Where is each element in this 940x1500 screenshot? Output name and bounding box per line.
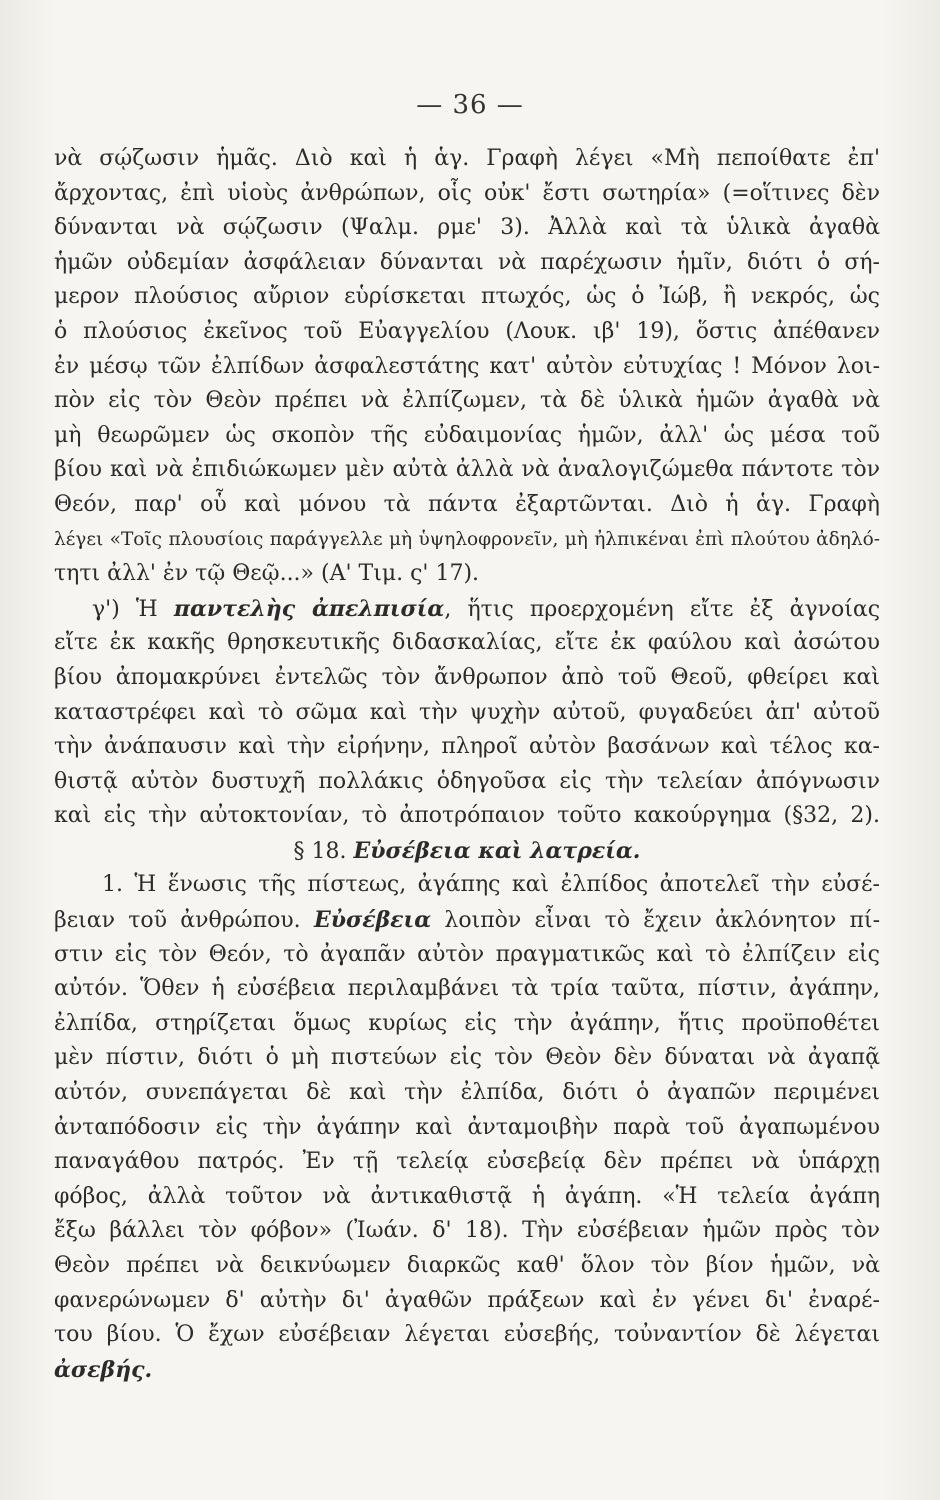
text-line: λέγει «Τοῖς πλουσίοις παράγγελλε μὴ ὑψηλοφρονεῖν, μὴ ἠλπικέναι ἐπὶ πλούτου ἀδηλό- xyxy=(54,528,880,550)
emphasized-term: Εὐσέβεια xyxy=(313,907,432,934)
emphasized-term: παντελὴς ἀπελπισία xyxy=(173,595,445,622)
text-line: δύνανται νὰ σῴζωσιν (Ψαλμ. ρμε' 3). Ἀλλὰ καὶ τὰ ὑλικὰ ἀγαθὰ xyxy=(54,215,880,241)
paragraph-continuation xyxy=(54,142,880,592)
text-line: 1. Ἡ ἕνωσις τῆς πίστεως, ἀγάπης καὶ ἐλπίδος ἀποτελεῖ τὴν εὐσέ- xyxy=(102,872,880,898)
text-line: βίου καὶ νὰ ἐπιδιώκωμεν μὲν αὐτὰ ἀλλὰ νὰ ἀναλογιζώμεθα πάντοτε τὸν xyxy=(54,457,880,483)
text-line: ἐν μέσῳ τῶν ἐλπίδων ἀσφαλεστάτης κατ' αὐτὸν εὐτυχίας ! Μόνον λοι- xyxy=(54,353,880,379)
section-number: § 18. xyxy=(293,838,354,864)
text-line: καταστρέφει καὶ τὸ σῶμα καὶ τὴν ψυχὴν αὐτοῦ, φυγαδεύει ἀπ' αὐτοῦ xyxy=(54,699,880,725)
text-line: καὶ εἰς τὴν αὐτοκτονίαν, τὸ ἀποτρόπαιον τοῦτο κακούργημα (§32, 2). xyxy=(54,803,880,829)
text-line: βίου ἀπομακρύνει ἐντελῶς τὸν ἄνθρωπον ἀπὸ τοῦ Θεοῦ, φθείρει καὶ xyxy=(54,664,880,690)
section-heading xyxy=(54,834,880,869)
page-number: — 36 — xyxy=(416,90,524,120)
text-line xyxy=(54,592,880,627)
text-line: του βίου. Ὁ ἔχων εὐσέβειαν λέγεται εὐσεβής, τοὐναντίον δὲ λέγεται xyxy=(54,1322,880,1348)
text-line: στιν εἰς τὸν Θεόν, τὸ ἀγαπᾶν αὐτὸν πραγματικῶς καὶ τὸ ἐλπίζειν εἰς xyxy=(54,941,880,967)
text-line: μερον πλούσιος αὔριον εὑρίσκεται πτωχός, ὡς ὁ Ἰώβ, ἢ νεκρός, ὡς xyxy=(54,284,880,310)
text-line: τητι ἀλλ' ἐν τῷ Θεῷ...» (Α' Τιμ. ς' 17). xyxy=(54,561,480,587)
text-line: ὁ πλούσιος ἐκεῖνος τοῦ Εὐαγγελίου (Λουκ. ιβ' 19), ὅστις ἀπέθανεν xyxy=(54,318,880,344)
text-line: ἀνταπόδοσιν εἰς τὴν ἀγάπην καὶ ἀνταμοιβὴν παρὰ τοῦ ἀγαπωμένου xyxy=(54,1114,880,1140)
paragraph-piety xyxy=(54,868,880,1387)
line-rest: , ἥτις προερχομένη εἴτε ἐξ ἀγνοίας xyxy=(444,596,881,622)
paragraph-despair xyxy=(54,592,880,834)
text-line: ἐλπίδα, στηρίζεται ὅμως κυρίως εἰς τὴν ἀγάπην, ἥτις προϋποθέτει xyxy=(54,1010,880,1036)
text-line: εἴτε ἐκ κακῆς θρησκευτικῆς διδασκαλίας, εἴτε ἐκ φαύλου καὶ ἀσώτου xyxy=(54,630,880,656)
text-line: παναγάθου πατρός. Ἐν τῇ τελείᾳ εὐσεβείᾳ δὲν πρέπει νὰ ὑπάρχῃ xyxy=(54,1149,880,1175)
text-line: αὐτόν, συνεπάγεται δὲ καὶ τὴν ἐλπίδα, διότι ὁ ἀγαπῶν περιμένει xyxy=(54,1080,880,1106)
line-lead: βειαν τοῦ ἀνθρώπου. xyxy=(54,908,314,934)
text-line: μὴ θεωρῶμεν ὡς σκοπὸν τῆς εὐδαιμονίας ἡμῶν, ἀλλ' ὡς μέσα τοῦ xyxy=(54,422,880,448)
emphasized-term: ἀσεβής. xyxy=(54,1356,153,1383)
text-line: Θεὸν πρέπει νὰ δεικνύωμεν διαρκῶς καθ' ὅλον τὸν βίον ἡμῶν, νὰ xyxy=(54,1253,880,1278)
line-rest: λοιπὸν εἶναι τὸ ἔχειν ἀκλόνητον πί- xyxy=(431,908,880,934)
text-line: νὰ σῴζωσιν ἡμᾶς. Διὸ καὶ ἡ ἁγ. Γραφὴ λέγει «Μὴ πεποίθατε ἐπ' xyxy=(54,146,880,171)
section-title: Εὐσέβεια καὶ λατρεία. xyxy=(353,837,641,864)
page-text xyxy=(54,142,880,1387)
text-line: ἡμῶν οὐδεμίαν ἀσφάλειαν δύνανται νὰ παρέχωσιν ἡμῖν, διότι ὁ σή- xyxy=(54,249,880,275)
text-line: θιστᾷ αὐτὸν δυστυχῆ πολλάκις ὁδηγοῦσα εἰς τὴν τελείαν ἀπόγνωσιν xyxy=(54,768,880,794)
text-line: ἔξω βάλλει τὸν φόβον» (Ἰωάν. δ' 18). Τὴν εὐσέβειαν ἡμῶν πρὸς τὸν xyxy=(54,1218,880,1244)
text-line: αὐτόν. Ὅθεν ἡ εὐσέβεια περιλαμβάνει τὰ τρία ταῦτα, πίστιν, ἀγάπην, xyxy=(54,976,880,1002)
text-line xyxy=(54,903,880,938)
text-line: Θεόν, παρ' οὗ καὶ μόνου τὰ πάντα ἐξαρτῶνται. Διὸ ἡ ἁγ. Γραφὴ xyxy=(54,491,880,517)
text-line: φανερώνωμεν δ' αὐτὴν δι' ἀγαθῶν πράξεων καὶ ἐν γένει δι' ἐναρέ- xyxy=(54,1287,880,1313)
text-line: ἄρχοντας, ἐπὶ υἱοὺς ἀνθρώπων, οἷς οὐκ' ἔστι σωτηρία» (=οἵτινες δὲν xyxy=(54,180,880,206)
text-line: φόβος, ἀλλὰ τοῦτον νὰ ἀντικαθιστᾷ ἡ ἀγάπη. «Ἡ τελεία ἀγάπη xyxy=(54,1183,880,1209)
text-line: τὴν ἀνάπαυσιν καὶ τὴν εἰρήνην, πληροῖ αὐτὸν βασάνων καὶ τέλος κα- xyxy=(54,734,880,760)
text-line: μὲν πίστιν, διότι ὁ μὴ πιστεύων εἰς τὸν Θεὸν δὲν δύναται νὰ ἀγαπᾷ xyxy=(54,1045,880,1071)
text-line: πὸν εἰς τὸν Θεὸν πρέπει νὰ ἐλπίζωμεν, τὰ δὲ ὑλικὰ ἡμῶν ἀγαθὰ νὰ xyxy=(54,388,880,414)
paragraph-lead: γ') Ἡ xyxy=(92,596,174,622)
text-line xyxy=(54,1353,880,1388)
